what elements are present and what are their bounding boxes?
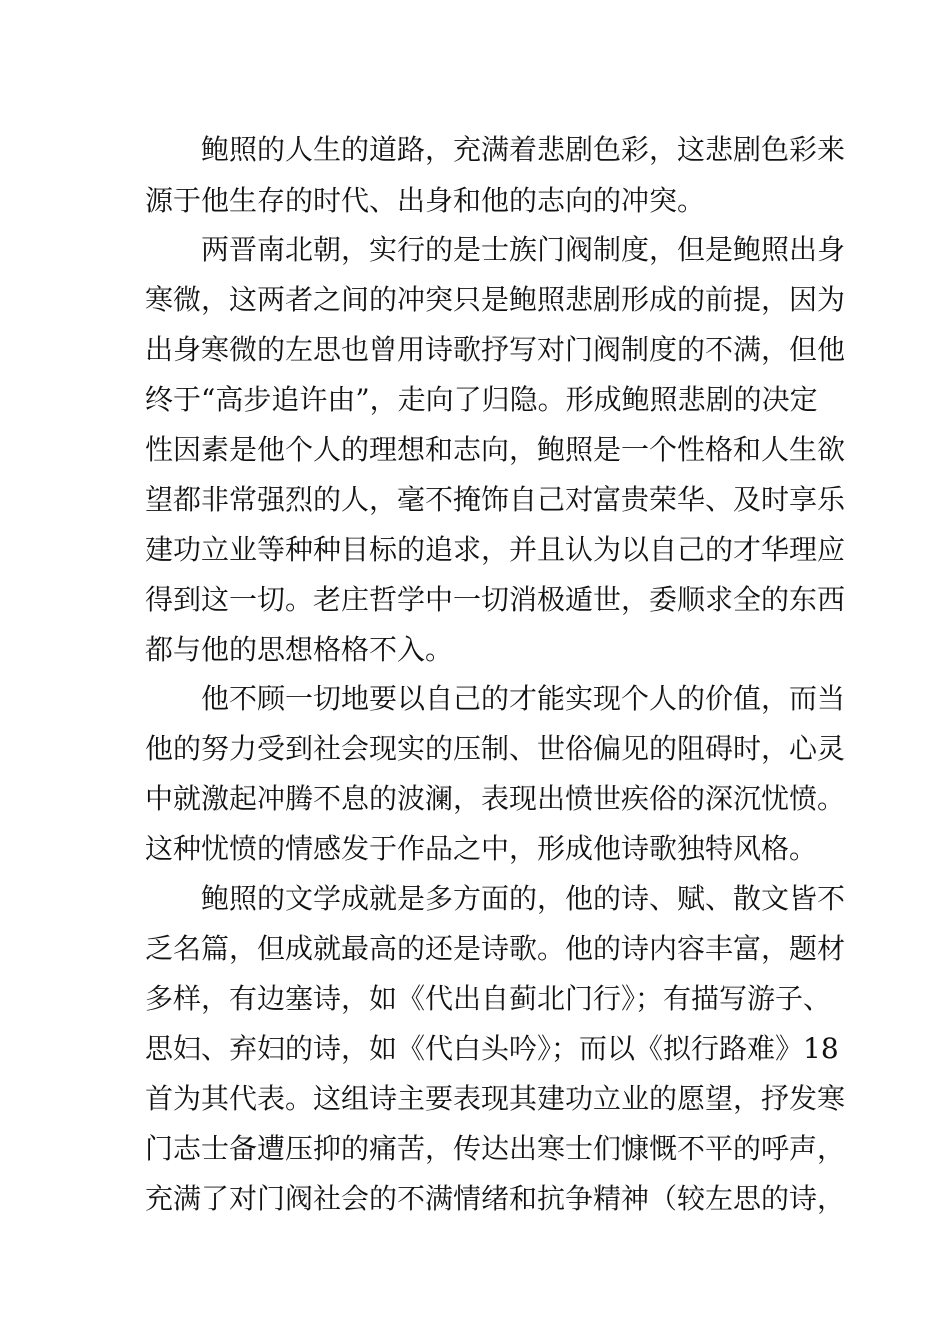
text-line: 这种忧愤的情感发于作品之中，形成他诗歌独特风格。: [145, 832, 818, 865]
text-line: 他不顾一切地要以自己的才能实现个人的价值，而当: [201, 682, 846, 715]
text-line: 鲍照的文学成就是多方面的，他的诗、赋、散文皆不: [201, 882, 846, 915]
text-line: 多样，有边塞诗，如《代出自蓟北门行》；有描写游子、: [145, 982, 832, 1015]
text-line: 出身寒微的左思也曾用诗歌抒写对门阀制度的不满，但他: [145, 333, 846, 366]
text-line: 乏名篇，但成就最高的还是诗歌。他的诗内容丰富，题材: [145, 932, 846, 965]
text-line: 望都非常强烈的人，毫不掩饰自己对富贵荣华、及时享乐: [145, 483, 846, 516]
text-line: 中就激起冲腾不息的波澜，表现出愤世疾俗的深沉忧愤。: [145, 782, 846, 815]
text-line: 都与他的思想格格不入。: [145, 633, 454, 666]
text-line: 终于“高步追许由”，走向了归隐。形成鲍照悲剧的决定: [145, 383, 818, 416]
text-line: 源于他生存的时代、出身和他的志向的冲突。: [145, 184, 706, 217]
text-line: 性因素是他个人的理想和志向，鲍照是一个性格和人生欲: [145, 433, 846, 466]
text-line: 寒微，这两者之间的冲突只是鲍照悲剧形成的前提，因为: [145, 283, 846, 316]
text-line: 门志士备遭压抑的痛苦，传达出寒士们慷慨不平的呼声，: [145, 1132, 846, 1165]
text-line: 首为其代表。这组诗主要表现其建功立业的愿望，抒发寒: [145, 1082, 846, 1115]
text-line: 得到这一切。老庄哲学中一切消极遁世，委顺求全的东西: [145, 583, 846, 616]
text-line: 思妇、弃妇的诗，如《代白头吟》；而以《拟行路难》18: [145, 1032, 839, 1065]
text-line: 鲍照的人生的道路，充满着悲剧色彩，这悲剧色彩来: [201, 133, 846, 166]
text-line: 两晋南北朝，实行的是士族门阀制度，但是鲍照出身: [201, 233, 846, 266]
text-line: 他的努力受到社会现实的压制、世俗偏见的阻碍时，心灵: [145, 732, 846, 765]
text-line: 充满了对门阀社会的不满情绪和抗争精神（较左思的诗，: [145, 1182, 846, 1215]
text-line: 建功立业等种种目标的追求，并且认为以自己的才华理应: [145, 533, 846, 566]
